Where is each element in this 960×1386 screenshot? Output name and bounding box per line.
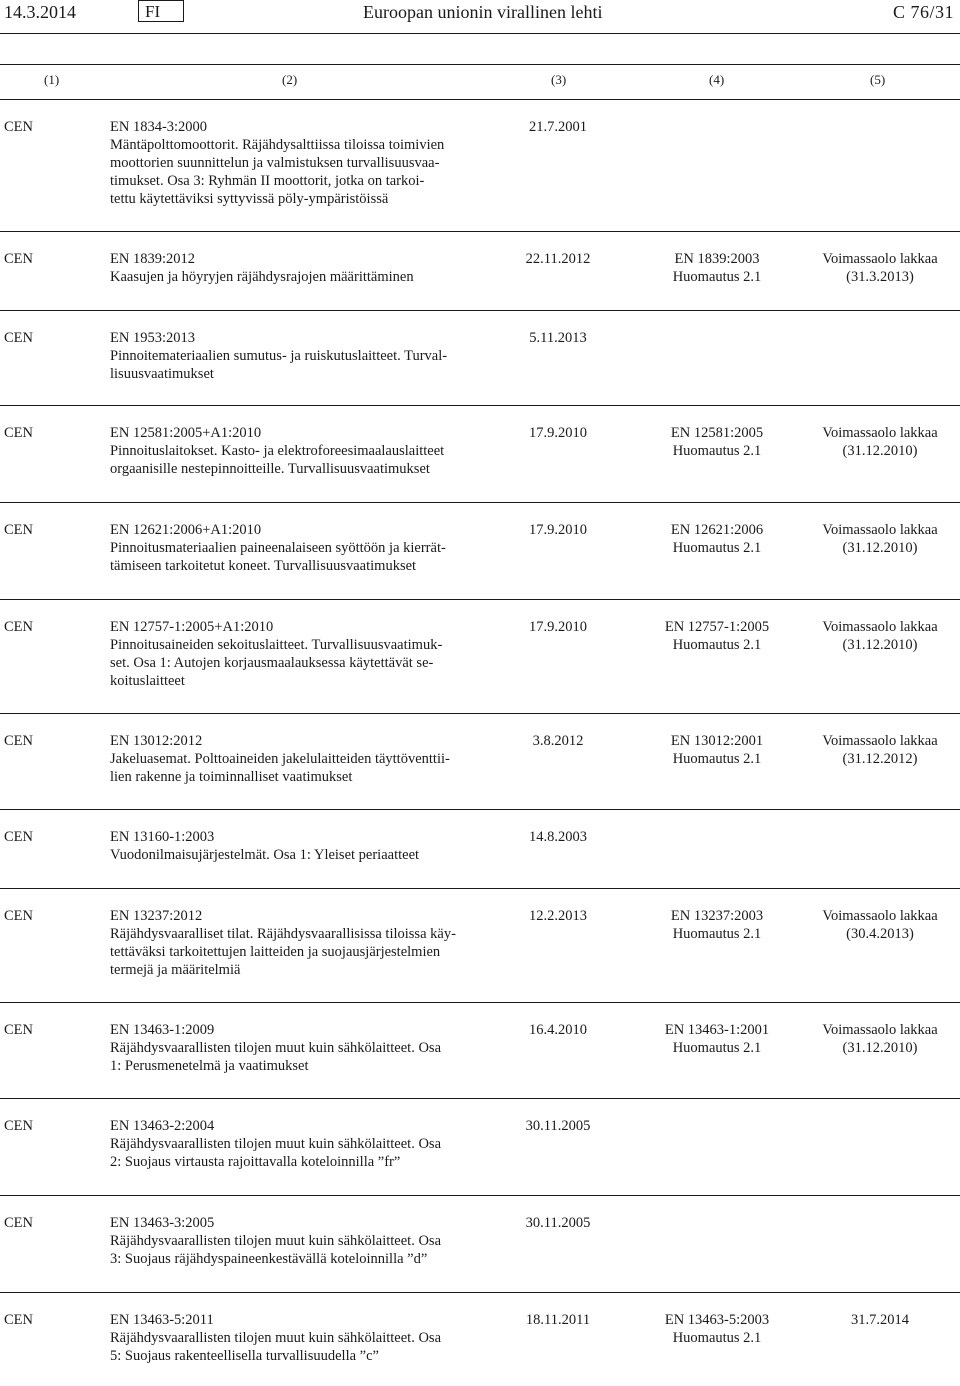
superseded-note: Huomautus 2.1 — [672, 540, 762, 556]
first-publication-date: 17.9.2010 — [529, 522, 587, 538]
standard-reference-and-title — [110, 1311, 478, 1365]
standard-title-line: Jakeluasemat. Polttoaineiden jakelulaitteiden täyttöventtii- — [110, 751, 450, 767]
superseded-note: Huomautus 2.1 — [672, 637, 762, 653]
standard-reference-and-title — [110, 618, 478, 690]
first-publication-date: 30.11.2005 — [525, 1118, 591, 1134]
row-separator — [0, 405, 960, 406]
first-publication-date: 3.8.2012 — [532, 733, 584, 749]
cessation-of-presumption — [806, 1311, 954, 1329]
standard-reference: EN 1953:2013 — [110, 330, 195, 346]
esd-organisation: CEN — [4, 733, 33, 749]
cessation-line: (31.12.2010) — [842, 1040, 918, 1056]
esd-organisation: CEN — [4, 251, 33, 267]
standard-reference: EN 13160-1:2003 — [110, 829, 215, 845]
esd-organisation: CEN — [4, 1022, 33, 1038]
cessation-line: 31.7.2014 — [851, 1312, 909, 1328]
cessation-line: (31.12.2010) — [842, 540, 918, 556]
standard-title-line: tämiseen tarkoitetut koneet. Turvallisuusvaatimukset — [110, 558, 417, 574]
cessation-line: Voimassaolo lakkaa — [822, 908, 938, 924]
standard-title-line: Räjähdysvaarallisten tilojen muut kuin sähkölaitteet. Osa — [110, 1136, 442, 1152]
table-top-rule — [0, 64, 960, 65]
superseded-standard — [640, 732, 794, 768]
esd-organisation: CEN — [4, 330, 33, 346]
cessation-line: (31.3.2013) — [846, 269, 914, 285]
standard-title-line: Räjähdysvaarallisten tilojen muut kuin sähkölaitteet. Osa — [110, 1330, 442, 1346]
superseded-standard — [640, 907, 794, 943]
standard-reference: EN 13012:2012 — [110, 733, 203, 749]
standard-title-line: set. Osa 1: Autojen korjausmaalauksessa käytettävät se- — [110, 655, 434, 671]
superseded-note: Huomautus 2.1 — [672, 926, 762, 942]
standard-title-line: 3: Suojaus räjähdyspaineenkestävällä koteloinnilla ”d” — [110, 1251, 428, 1267]
standard-title-line: tettäväksi tarkoitettujen laitteiden ja suojausjärjestelmien — [110, 944, 441, 960]
header-rule — [0, 33, 960, 34]
superseded-note: Huomautus 2.1 — [672, 443, 762, 459]
cessation-line: (31.12.2010) — [842, 637, 918, 653]
superseded-reference: EN 13463-5:2003 — [664, 1312, 770, 1328]
superseded-note: Huomautus 2.1 — [672, 1330, 762, 1346]
superseded-reference: EN 12757-1:2005 — [664, 619, 770, 635]
page-reference: C 76/31 — [892, 2, 954, 22]
cessation-line: (30.4.2013) — [846, 926, 914, 942]
standard-title-line: tettu käytettäviksi syttyvissä pöly-ympäristöissä — [110, 191, 389, 207]
standard-title-line: lien rakenne ja toiminnalliset vaatimukset — [110, 769, 353, 785]
superseded-reference: EN 12621:2006 — [670, 522, 764, 538]
row-separator — [0, 1098, 960, 1099]
esd-organisation: CEN — [4, 1312, 33, 1328]
standard-reference: EN 1839:2012 — [110, 251, 195, 267]
journal-title: Euroopan unionin virallinen lehti — [363, 2, 603, 22]
standard-title-line: Räjähdysvaaralliset tilat. Räjähdysvaarallisissa tiloissa käy- — [110, 926, 456, 942]
first-publication-date: 18.11.2011 — [525, 1312, 591, 1328]
standard-title-line: koituslaitteet — [110, 673, 185, 689]
first-publication-date: 30.11.2005 — [525, 1215, 591, 1231]
column-number-2: (2) — [282, 72, 298, 87]
cessation-line: (31.12.2012) — [842, 751, 918, 767]
column-number-1: (1) — [44, 72, 60, 87]
standard-reference: EN 13463-1:2009 — [110, 1022, 215, 1038]
superseded-note: Huomautus 2.1 — [672, 1040, 762, 1056]
row-separator — [0, 1195, 960, 1196]
standard-title-line: Räjähdysvaarallisten tilojen muut kuin sähkölaitteet. Osa — [110, 1040, 442, 1056]
cessation-of-presumption — [806, 1021, 954, 1057]
column-number-5: (5) — [870, 72, 886, 87]
standard-reference-and-title — [110, 732, 478, 786]
cessation-line: (31.12.2010) — [842, 443, 918, 459]
standard-title-line: orgaanisille nestepinnoitteille. Turvallisuusvaatimukset — [110, 461, 430, 477]
standard-reference: EN 12581:2005+A1:2010 — [110, 425, 262, 441]
superseded-reference: EN 12581:2005 — [670, 425, 764, 441]
standard-reference-and-title — [110, 329, 478, 383]
cessation-of-presumption — [806, 618, 954, 654]
row-separator — [0, 888, 960, 889]
row-separator — [0, 1292, 960, 1293]
standard-reference: EN 1834-3:2000 — [110, 119, 208, 135]
cessation-of-presumption — [806, 732, 954, 768]
esd-organisation: CEN — [4, 1118, 33, 1134]
superseded-reference: EN 13237:2003 — [670, 908, 764, 924]
standard-reference: EN 13237:2012 — [110, 908, 203, 924]
standard-reference-and-title — [110, 521, 478, 575]
row-separator — [0, 713, 960, 714]
first-publication-date: 5.11.2013 — [529, 330, 587, 346]
row-separator — [0, 599, 960, 600]
cessation-of-presumption — [806, 907, 954, 943]
standard-title-line: 5: Suojaus rakenteellisella turvallisuudella ”c” — [110, 1348, 379, 1364]
first-publication-date: 17.9.2010 — [529, 619, 587, 635]
first-publication-date: 21.7.2001 — [529, 119, 587, 135]
row-separator — [0, 1002, 960, 1003]
first-publication-date: 14.8.2003 — [529, 829, 587, 845]
standard-reference-and-title — [110, 907, 478, 979]
standard-reference-and-title — [110, 1214, 478, 1268]
cessation-line: Voimassaolo lakkaa — [822, 619, 938, 635]
superseded-standard — [640, 1311, 794, 1347]
esd-organisation: CEN — [4, 829, 33, 845]
superseded-note: Huomautus 2.1 — [672, 751, 762, 767]
cessation-line: Voimassaolo lakkaa — [822, 251, 938, 267]
standard-title-line: Vuodonilmaisujärjestelmät. Osa 1: Yleiset periaatteet — [110, 847, 420, 863]
standard-title-line: moottorien suunnittelun ja valmistuksen turvallisuusvaa- — [110, 155, 440, 171]
esd-organisation: CEN — [4, 425, 33, 441]
standard-title-line: Pinnoitemateriaalien sumutus- ja ruiskutuslaitteet. Turval- — [110, 348, 448, 364]
standard-reference-and-title — [110, 250, 478, 286]
standard-title-line: Pinnoituslaitokset. Kasto- ja elektroforeesimaalauslaitteet — [110, 443, 445, 459]
column-numbers — [0, 72, 960, 92]
superseded-reference: EN 13463-1:2001 — [664, 1022, 770, 1038]
standard-reference-and-title — [110, 424, 478, 478]
superseded-standard — [640, 424, 794, 460]
standard-reference: EN 13463-3:2005 — [110, 1215, 215, 1231]
language-code-box: FI — [138, 0, 184, 22]
esd-organisation: CEN — [4, 619, 33, 635]
row-separator — [0, 231, 960, 232]
superseded-reference: EN 1839:2003 — [674, 251, 760, 267]
publication-date: 14.3.2014 — [4, 2, 76, 22]
standard-reference: EN 13463-2:2004 — [110, 1118, 215, 1134]
row-separator — [0, 809, 960, 810]
cessation-line: Voimassaolo lakkaa — [822, 733, 938, 749]
column-number-3: (3) — [551, 72, 567, 87]
row-separator — [0, 310, 960, 311]
first-publication-date: 17.9.2010 — [529, 425, 587, 441]
standard-reference-and-title — [110, 118, 478, 208]
standard-reference-and-title — [110, 1021, 478, 1075]
superseded-standard — [640, 1021, 794, 1057]
esd-organisation: CEN — [4, 522, 33, 538]
superseded-standard — [640, 250, 794, 286]
standard-reference: EN 12621:2006+A1:2010 — [110, 522, 262, 538]
first-publication-date: 12.2.2013 — [529, 908, 587, 924]
standard-title-line: Mäntäpolttomoottorit. Räjähdysalttiissa tiloissa toimivien — [110, 137, 445, 153]
column-numbers-rule — [0, 99, 960, 100]
standard-title-line: Pinnoitusmateriaalien paineenalaiseen syöttöön ja kierrät- — [110, 540, 446, 556]
standard-title-line: Pinnoitusaineiden sekoituslaitteet. Turvallisuusvaatimuk- — [110, 637, 443, 653]
standard-title-line: termejä ja määritelmiä — [110, 962, 241, 978]
page-header — [0, 0, 960, 30]
standard-title-line: Kaasujen ja höyryjen räjähdysrajojen määrittäminen — [110, 269, 414, 285]
cessation-of-presumption — [806, 250, 954, 286]
first-publication-date: 22.11.2012 — [525, 251, 591, 267]
esd-organisation: CEN — [4, 119, 33, 135]
standard-title-line: 1: Perusmenetelmä ja vaatimukset — [110, 1058, 309, 1074]
standard-title-line: timukset. Osa 3: Ryhmän II moottorit, jotka on tarkoi- — [110, 173, 425, 189]
superseded-standard — [640, 618, 794, 654]
standard-reference: EN 12757-1:2005+A1:2010 — [110, 619, 274, 635]
column-number-4: (4) — [709, 72, 725, 87]
standard-reference-and-title — [110, 828, 478, 864]
superseded-reference: EN 13012:2001 — [670, 733, 764, 749]
standard-title-line: 2: Suojaus virtausta rajoittavalla koteloinnilla ”fr” — [110, 1154, 401, 1170]
superseded-note: Huomautus 2.1 — [672, 269, 762, 285]
first-publication-date: 16.4.2010 — [529, 1022, 587, 1038]
esd-organisation: CEN — [4, 908, 33, 924]
standard-reference-and-title — [110, 1117, 478, 1171]
superseded-standard — [640, 521, 794, 557]
standard-title-line: lisuusvaatimukset — [110, 366, 214, 382]
cessation-line: Voimassaolo lakkaa — [822, 1022, 938, 1038]
standard-title-line: Räjähdysvaarallisten tilojen muut kuin sähkölaitteet. Osa — [110, 1233, 442, 1249]
cessation-of-presumption — [806, 424, 954, 460]
cessation-of-presumption — [806, 521, 954, 557]
esd-organisation: CEN — [4, 1215, 33, 1231]
standard-reference: EN 13463-5:2011 — [110, 1312, 214, 1328]
row-separator — [0, 502, 960, 503]
cessation-line: Voimassaolo lakkaa — [822, 522, 938, 538]
cessation-line: Voimassaolo lakkaa — [822, 425, 938, 441]
